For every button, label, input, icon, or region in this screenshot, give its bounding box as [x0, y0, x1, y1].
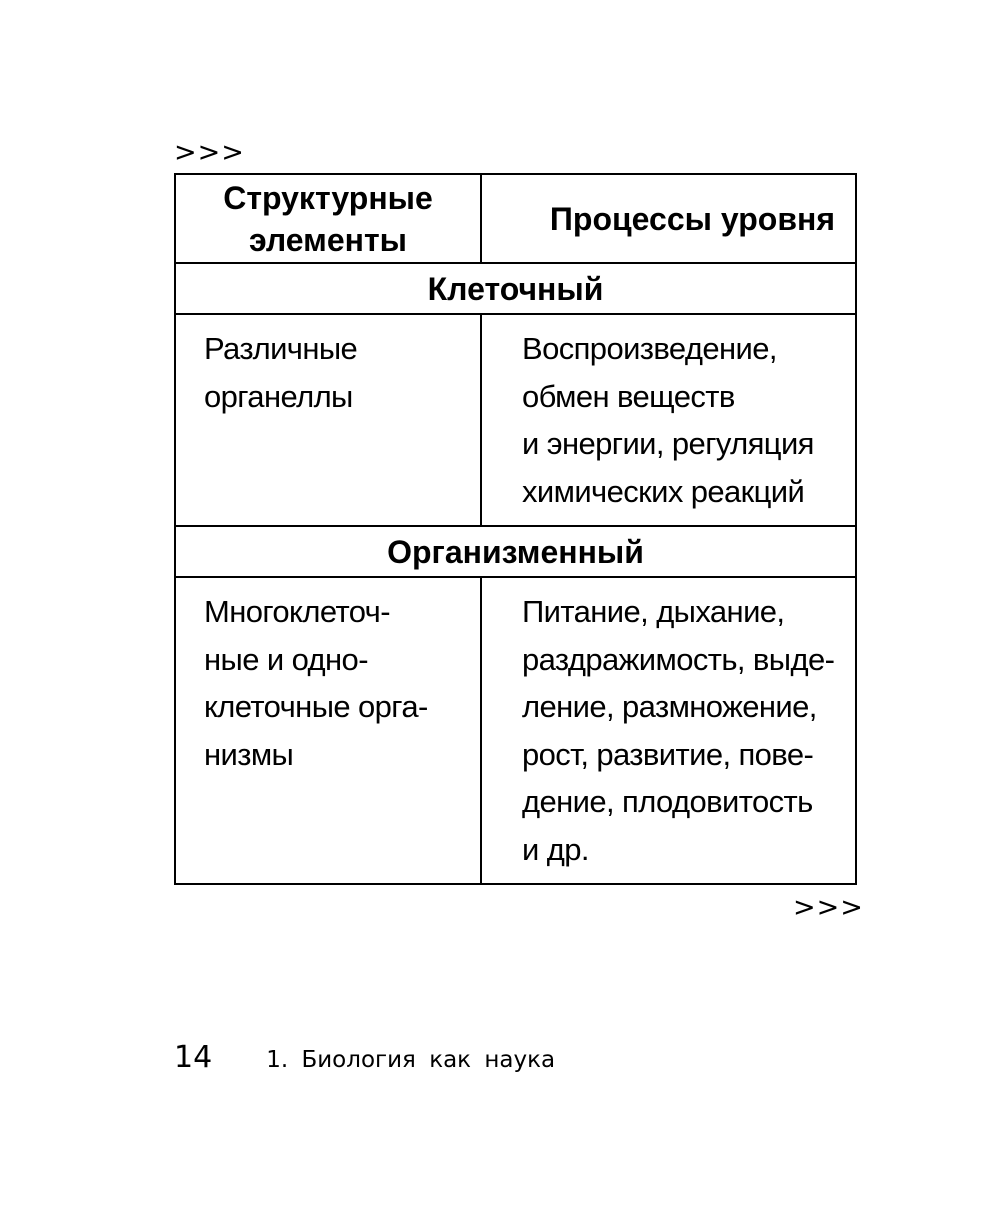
page-footer	[174, 1040, 555, 1076]
processes-cell: Воспроизведение, обмен веществ и энергии, регуляция химических реакций	[481, 314, 856, 526]
table-row	[175, 577, 856, 884]
structural-elements-cell: Многоклеточ- ные и одно- клеточные орга- низмы	[175, 577, 481, 884]
header-structural-elements	[175, 174, 481, 263]
chapter-title: 1. Биология как наука	[266, 1047, 556, 1073]
header-level-processes-text: Процессы уровня	[549, 200, 835, 237]
levels-table	[174, 173, 857, 885]
table-row	[175, 314, 856, 526]
processes-cell: Питание, дыхание, раздражимость, выде- ление, размножение, рост, развитие, пове- дение, плодовитость и др.	[481, 577, 856, 884]
continuation-mark-top: >>>	[174, 137, 245, 168]
level-title: Клеточный	[175, 263, 856, 314]
level-title: Организменный	[175, 526, 856, 577]
level-row-cellular	[175, 263, 856, 314]
header-level-processes	[481, 174, 856, 263]
table-header-row	[175, 174, 856, 263]
level-row-organismal	[175, 526, 856, 577]
continuation-mark-bottom: >>>	[793, 892, 864, 923]
page-number: 14	[174, 1040, 213, 1075]
structural-elements-cell: Различные органеллы	[175, 314, 481, 526]
header-structural-elements-text: Структурные элементы	[223, 179, 433, 258]
